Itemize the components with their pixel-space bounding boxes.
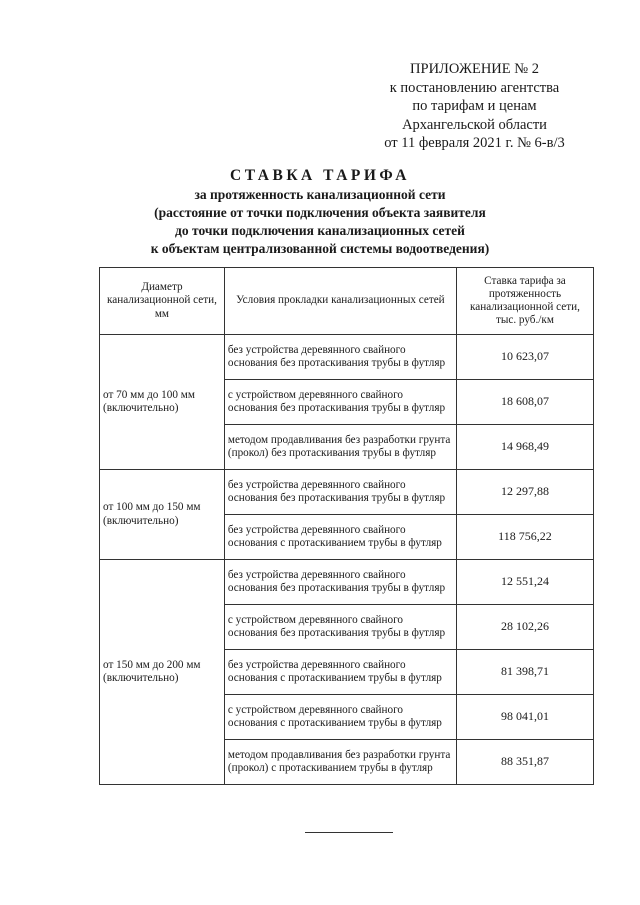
- rate-cell: 12 551,24: [456, 560, 593, 605]
- condition-cell: с устройством деревянного свайного основания без протаскивания трубы в футляр: [224, 380, 456, 425]
- title-main: СТАВКА ТАРИФА: [230, 167, 410, 184]
- condition-cell: без устройства деревянного свайного основания без протаскивания трубы в футляр: [224, 470, 456, 515]
- table-row: [100, 560, 594, 605]
- diameter-cell: от 100 мм до 150 мм (включительно): [100, 470, 225, 560]
- title-sub-line: за протяженность канализационной сети: [194, 187, 446, 202]
- appendix-line: Архангельской области: [402, 116, 547, 133]
- condition-cell: без устройства деревянного свайного основания с протаскиванием трубы в футляр: [224, 515, 456, 560]
- condition-cell: без устройства деревянного свайного основания с протаскиванием трубы в футляр: [224, 650, 456, 695]
- condition-cell: без устройства деревянного свайного основания без протаскивания трубы в футляр: [224, 560, 456, 605]
- condition-cell: без устройства деревянного свайного основания без протаскивания трубы в футляр: [224, 335, 456, 380]
- rate-cell: 118 756,22: [456, 515, 593, 560]
- title-sub-line: к объектам централизованной системы водоотведения): [150, 241, 490, 256]
- diameter-cell: от 70 мм до 100 мм (включительно): [100, 335, 225, 470]
- footer-divider: [305, 832, 393, 833]
- table-row: [100, 470, 594, 515]
- rate-cell: 81 398,71: [456, 650, 593, 695]
- header-rate: Ставка тарифа за протяженность канализационной сети, тыс. руб./км: [456, 268, 593, 335]
- rate-cell: 14 968,49: [456, 425, 593, 470]
- rate-cell: 18 608,07: [456, 380, 593, 425]
- table-row: [100, 335, 594, 380]
- appendix-line: к постановлению агентства: [389, 79, 560, 96]
- rate-cell: 12 297,88: [456, 470, 593, 515]
- appendix-block: [362, 60, 587, 153]
- appendix-line: от 11 февраля 2021 г. № 6-в/3: [384, 135, 565, 151]
- header-diameter: Диаметр канализационной сети, мм: [100, 268, 225, 335]
- tariff-table: [99, 267, 594, 785]
- rate-cell: 88 351,87: [456, 740, 593, 785]
- condition-cell: с устройством деревянного свайного основания с протаскиванием трубы в футляр: [224, 695, 456, 740]
- appendix-line: ПРИЛОЖЕНИЕ № 2: [410, 61, 539, 77]
- appendix-line: по тарифам и ценам: [412, 98, 537, 114]
- condition-cell: методом продавливания без разработки грунта (прокол) без протаскивания трубы в футляр: [224, 425, 456, 470]
- document-title: [80, 166, 560, 258]
- header-conditions: Условия прокладки канализационных сетей: [224, 268, 456, 335]
- rate-cell: 28 102,26: [456, 605, 593, 650]
- title-sub-line: до точки подключения канализационных сетей: [175, 223, 465, 238]
- rate-cell: 98 041,01: [456, 695, 593, 740]
- condition-cell: с устройством деревянного свайного основания без протаскивания трубы в футляр: [224, 605, 456, 650]
- condition-cell: методом продавливания без разработки грунта (прокол) с протаскиванием трубы в футляр: [224, 740, 456, 785]
- rate-cell: 10 623,07: [456, 335, 593, 380]
- table-header-row: [100, 268, 594, 335]
- title-sub-line: (расстояние от точки подключения объекта заявителя: [154, 205, 486, 220]
- diameter-cell: от 150 мм до 200 мм (включительно): [100, 560, 225, 785]
